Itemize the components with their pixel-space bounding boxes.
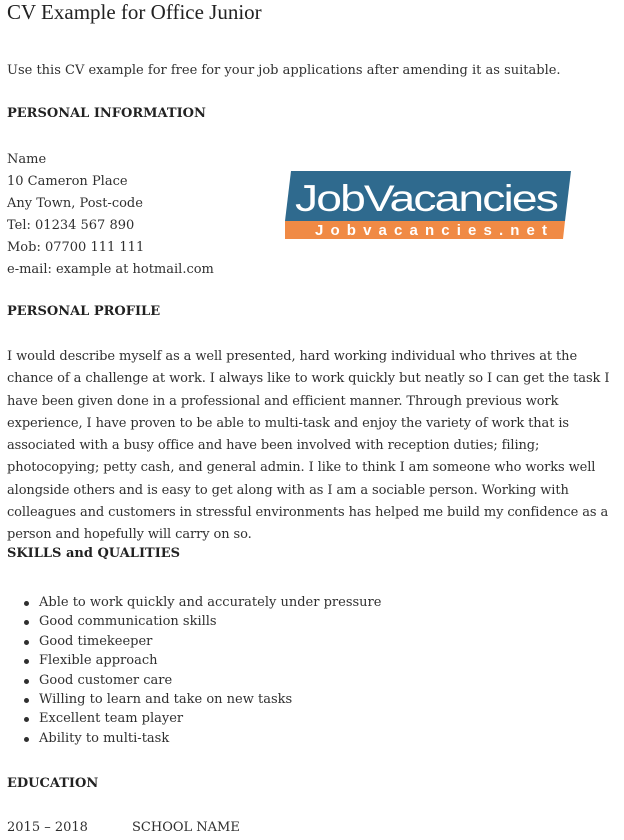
- education-row: [7, 819, 240, 837]
- skills-heading: SKILLS and QUALITIES: [7, 546, 181, 561]
- personal-profile-text: I would describe myself as a well presented, hard working individual who thrives at the chance of a challenge at work. I always like to work quickly but neatly so I can get the task I have been given done in a professional and efficient manner. Through previous work experience, I have proven to be able to multi-task and enjoy the variety of work that is associated with a busy office and have been involved with reception duties; filing; photocopying; petty cash, and general admin. I like to think I am someone who works well alongside others and is easy to get along with as I am a sociable person. Working with colleagues and customers in stressful environments has helped me build my confidence as a person and hopefully will carry on so.: [7, 349, 610, 543]
- bullet-icon: [24, 737, 29, 742]
- skill-text: Good communication skills: [39, 614, 217, 630]
- jobvacancies-logo: [285, 171, 571, 239]
- list-item: [39, 651, 381, 670]
- education-heading: EDUCATION: [7, 776, 99, 791]
- bullet-icon: [24, 717, 29, 722]
- bullet-icon: [24, 620, 29, 625]
- list-item: [39, 632, 381, 651]
- skill-text: Excellent team player: [39, 711, 184, 727]
- skills-list: [39, 593, 381, 748]
- personal-information-heading: PERSONAL INFORMATION: [7, 106, 206, 121]
- list-item: [39, 593, 381, 612]
- contact-address-line-1: 10 Cameron Place: [7, 174, 128, 189]
- skill-text: Able to work quickly and accurately under pressure: [39, 595, 382, 610]
- logo-sub-text: Jobvacancies.net: [315, 222, 547, 239]
- list-item: [39, 729, 381, 748]
- skill-text: Good timekeeper: [39, 633, 153, 649]
- intro-text: Use this CV example for free for your job applications after amending it as suitable.: [7, 63, 561, 78]
- contact-mobile: Mob: 07700 111 111: [7, 240, 145, 255]
- bullet-icon: [24, 659, 29, 664]
- skill-text: Ability to multi-task: [39, 730, 170, 746]
- bullet-icon: [24, 601, 29, 606]
- logo-main-text: JobVacancies: [295, 178, 559, 219]
- contact-name: Name: [7, 152, 47, 167]
- contact-email: e-mail: example at hotmail.com: [7, 262, 214, 277]
- education-dates: 2015 – 2018: [7, 820, 88, 835]
- bullet-icon: [24, 698, 29, 703]
- contact-address-line-2: Any Town, Post-code: [7, 196, 143, 211]
- education-school-name: SCHOOL NAME: [132, 820, 240, 835]
- contact-details: [7, 149, 214, 281]
- personal-profile-heading: PERSONAL PROFILE: [7, 304, 161, 319]
- contact-telephone: Tel: 01234 567 890: [7, 218, 135, 233]
- list-item: [39, 612, 381, 631]
- list-item: [39, 709, 381, 728]
- skill-text: Good customer care: [39, 672, 173, 688]
- list-item: [39, 671, 381, 690]
- skill-text: Flexible approach: [39, 653, 158, 669]
- skill-text: Willing to learn and take on new tasks: [39, 691, 293, 707]
- page-title: CV Example for Office Junior: [7, 0, 262, 24]
- bullet-icon: [24, 640, 29, 645]
- bullet-icon: [24, 679, 29, 684]
- list-item: [39, 690, 381, 709]
